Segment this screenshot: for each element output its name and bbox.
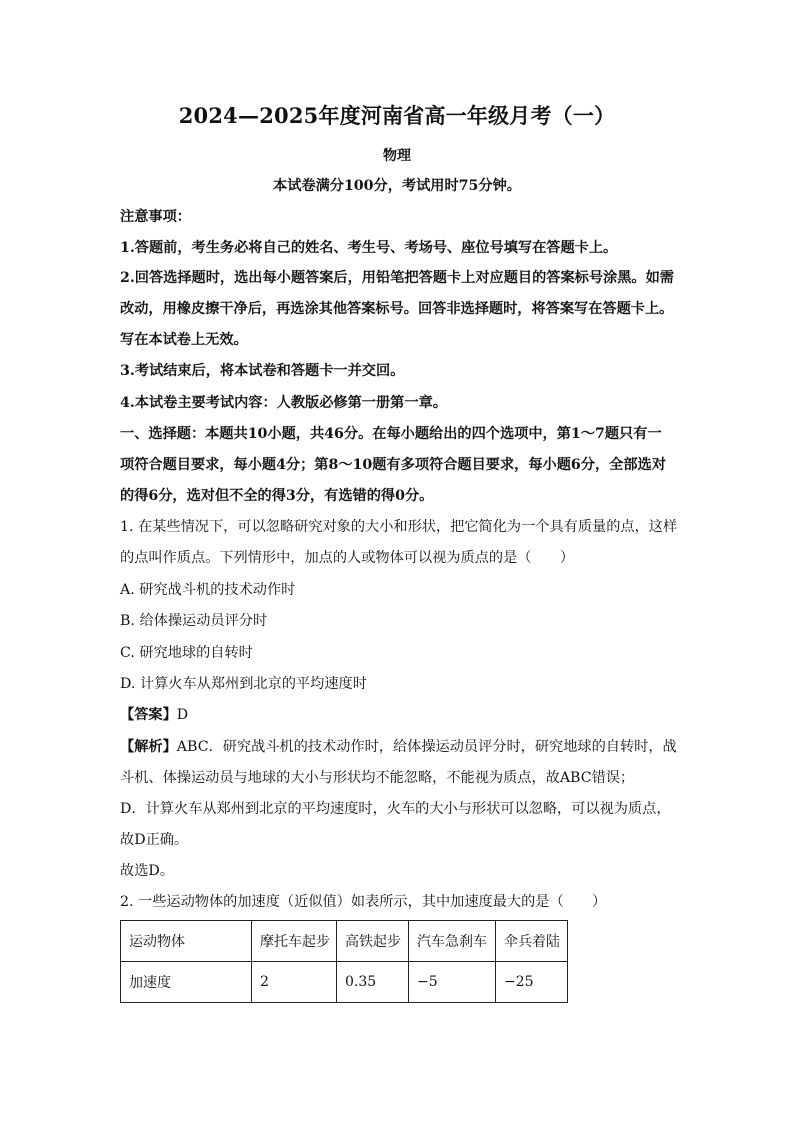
note-item-2-line-1: 2.回答选择题时，选出每小题答案后，用铅笔把答题卡上对应题目的答案标号涂黑。如需 [120, 270, 674, 286]
question-1-conclusion: 故选D。 [120, 863, 174, 879]
question-1-answer [120, 705, 188, 725]
question-1-analysis-line-3: D．计算火车从郑州到北京的平均速度时，火车的大小与形状可以忽略，可以视为质点， [120, 801, 671, 817]
answer-label: 【答案】 [120, 707, 177, 723]
note-item-4: 4.本试卷主要考试内容：人教版必修第一册第一章。 [120, 395, 447, 411]
question-1-stem-line-2: 的点叫作质点。下列情形中，加点的人或物体可以视为质点的是（ ） [120, 550, 575, 566]
notes-heading: 注意事项： [120, 209, 191, 225]
table-cell: 2 [252, 962, 337, 1003]
question-1-stem-line-1: 1. 在某些情况下，可以忽略研究对象的大小和形状，把它简化为一个具有质量的点，这样 [120, 519, 678, 535]
table-header-cell: 汽车急刹车 [409, 921, 496, 962]
subject-title: 物理 [383, 148, 411, 164]
analysis-label: 【解析】 [120, 739, 177, 755]
note-item-2-line-3: 写在本试卷上无效。 [120, 332, 248, 348]
exam-info: 本试卷满分100分，考试用时75分钟。 [273, 178, 521, 194]
question-1-option-b: B. 给体操运动员评分时 [120, 613, 268, 629]
question-2-stem: 2. 一些运动物体的加速度（近似值）如表所示，其中加速度最大的是（ ） [120, 894, 607, 910]
note-item-3: 3.考试结束后，将本试卷和答题卡一并交回。 [120, 363, 405, 379]
question-1-option-a: A. 研究战斗机的技术动作时 [120, 582, 296, 598]
acceleration-table [120, 920, 568, 1003]
table-header-cell: 摩托车起步 [252, 921, 337, 962]
question-1-option-d: D. 计算火车从郑州到北京的平均速度时 [120, 676, 367, 692]
page-title: 2024—2025年度河南省高一年级月考（一） [178, 103, 616, 128]
table-header-cell: 高铁起步 [337, 921, 409, 962]
question-1-analysis-line-4: 故D正确。 [120, 832, 189, 848]
table-header-cell: 运动物体 [121, 921, 252, 962]
table-header-row [121, 921, 568, 962]
table-cell: −5 [409, 962, 496, 1003]
table-cell: 0.35 [337, 962, 409, 1003]
section-1-instructions-line-1: 一、选择题：本题共10小题，共46分。在每小题给出的四个选项中，第1～7题只有一 [120, 426, 662, 442]
table-cell: 加速度 [121, 962, 252, 1003]
table-row [121, 962, 568, 1003]
table-cell: −25 [496, 962, 568, 1003]
section-1-instructions-line-3: 的得6分，选对但不全的得3分，有选错的得0分。 [120, 488, 434, 504]
question-1-analysis-line-1 [120, 737, 677, 757]
note-item-2-line-2: 改动，用橡皮擦干净后，再选涂其他答案标号。回答非选择题时，将答案写在答题卡上。 [120, 301, 674, 317]
question-1-option-c: C. 研究地球的自转时 [120, 645, 253, 661]
question-1-analysis-line-2: 斗机、体操运动员与地球的大小与形状均不能忽略，不能视为质点，故ABC错误； [120, 770, 635, 786]
answer-value: D [176, 707, 189, 723]
table-header-cell: 伞兵着陆 [496, 921, 568, 962]
section-1-instructions-line-2: 项符合题目要求，每小题4分；第8～10题有多项符合题目要求，每小题6分，全部选对 [120, 457, 666, 473]
note-item-1: 1.答题前，考生务必将自己的姓名、考生号、考场号、座位号填写在答题卡上。 [120, 240, 618, 256]
analysis-text: ABC．研究战斗机的技术动作时，给体操运动员评分时，研究地球的自转时，战 [176, 739, 677, 755]
